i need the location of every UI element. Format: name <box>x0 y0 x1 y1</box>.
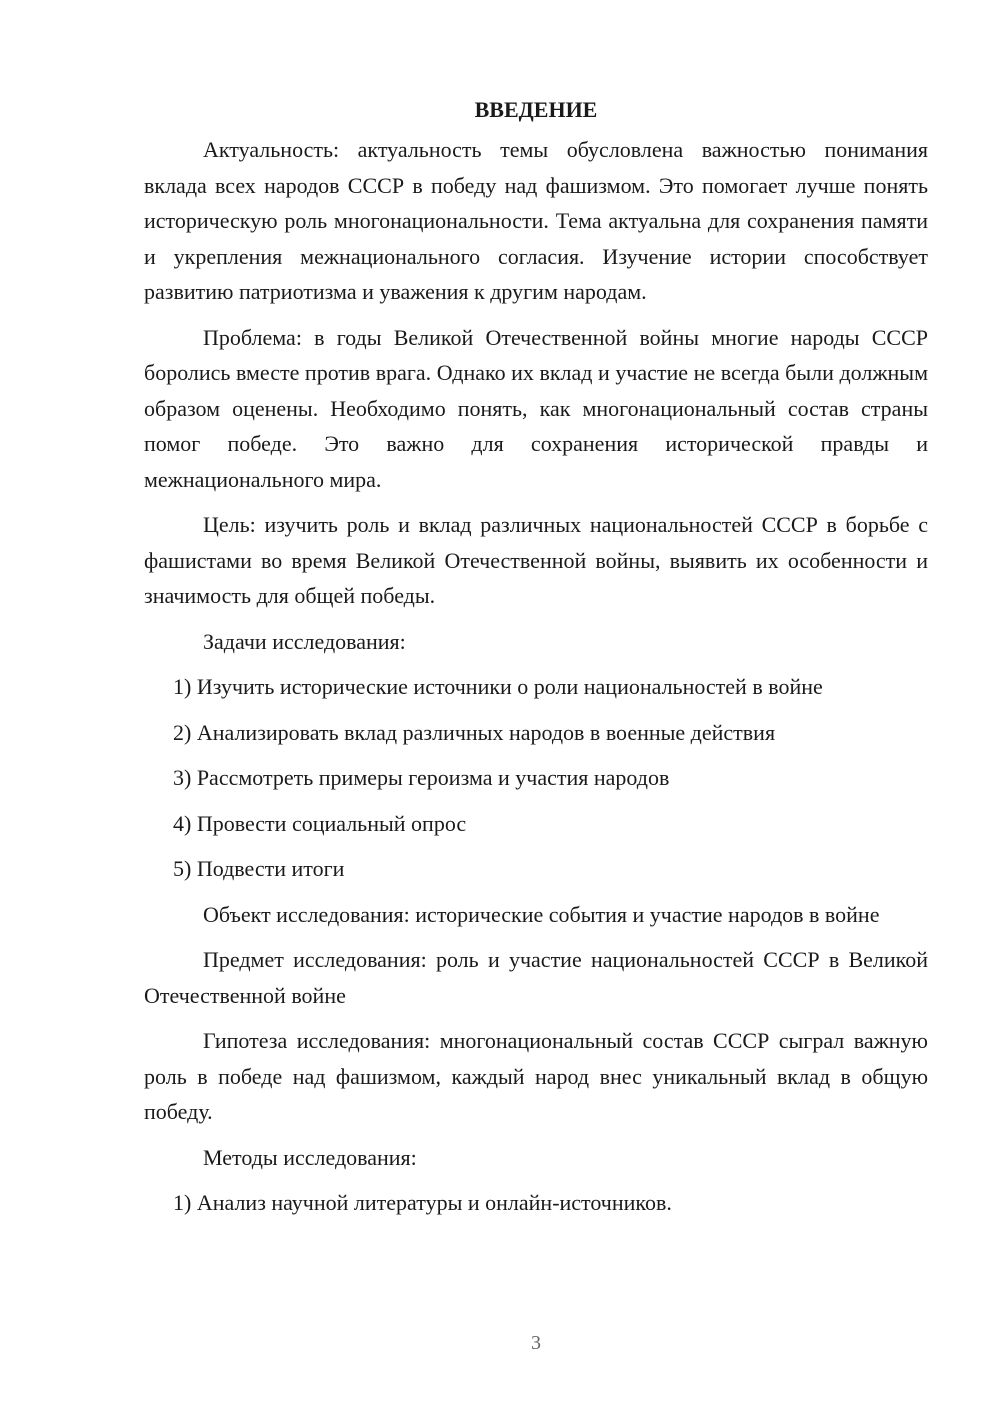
subject-paragraph: Предмет исследования: роль и участие национальностей СССР в Великой Отечественной войне <box>144 947 928 1008</box>
list-item: 1) Анализ научной литературы и онлайн-источников. <box>173 1190 672 1215</box>
methods-heading: Методы исследования: <box>203 1144 417 1170</box>
goal-paragraph: Цель: изучить роль и вклад различных национальностей СССР в борьбе с фашистами во время Великой Отечественной войны, выявить их особенности и значимость для общей победы. <box>144 512 928 608</box>
hypothesis-paragraph: Гипотеза исследования: многонациональный состав СССР сыграл важную роль в победе над фашизмом, каждый народ внес уникальный вклад в общую победу. <box>144 1028 928 1124</box>
tasks-list <box>144 669 928 887</box>
relevance-paragraph: Актуальность: актуальность темы обусловлена важностью понимания вклада всех народов СССР в победу над фашизмом. Это помогает лучше понять историческую роль многонациональности. Тема актуальна для сохранения памяти и укрепления межнационального согласия. Изучение истории способствует развитию патриотизма и уважения к другим народам. <box>144 137 928 304</box>
problem-paragraph: Проблема: в годы Великой Отечественной войны многие народы СССР боролись вместе против врага. Однако их вклад и участие не всегда были должным образом оценены. Необходимо понять, как многонациональный состав страны помог победе. Это важно для сохранения исторической правды и межнационального мира. <box>144 324 928 492</box>
object-paragraph: Объект исследования: исторические события и участие народов в войне <box>203 901 880 927</box>
list-item: 2) Анализировать вклад различных народов в военные действия <box>173 719 776 745</box>
document-page <box>144 88 928 1231</box>
page-title: ВВЕДЕНИЕ <box>474 97 598 122</box>
tasks-heading: Задачи исследования: <box>203 628 406 654</box>
methods-list <box>144 1185 928 1221</box>
page-number: 3 <box>531 1332 541 1354</box>
list-item: 1) Изучить исторические источники о роли национальностей в войне <box>173 674 823 699</box>
list-item: 5) Подвести итоги <box>173 856 345 881</box>
list-item: 4) Провести социальный опрос <box>173 810 467 836</box>
list-item: 3) Рассмотреть примеры героизма и участия народов <box>173 765 670 790</box>
